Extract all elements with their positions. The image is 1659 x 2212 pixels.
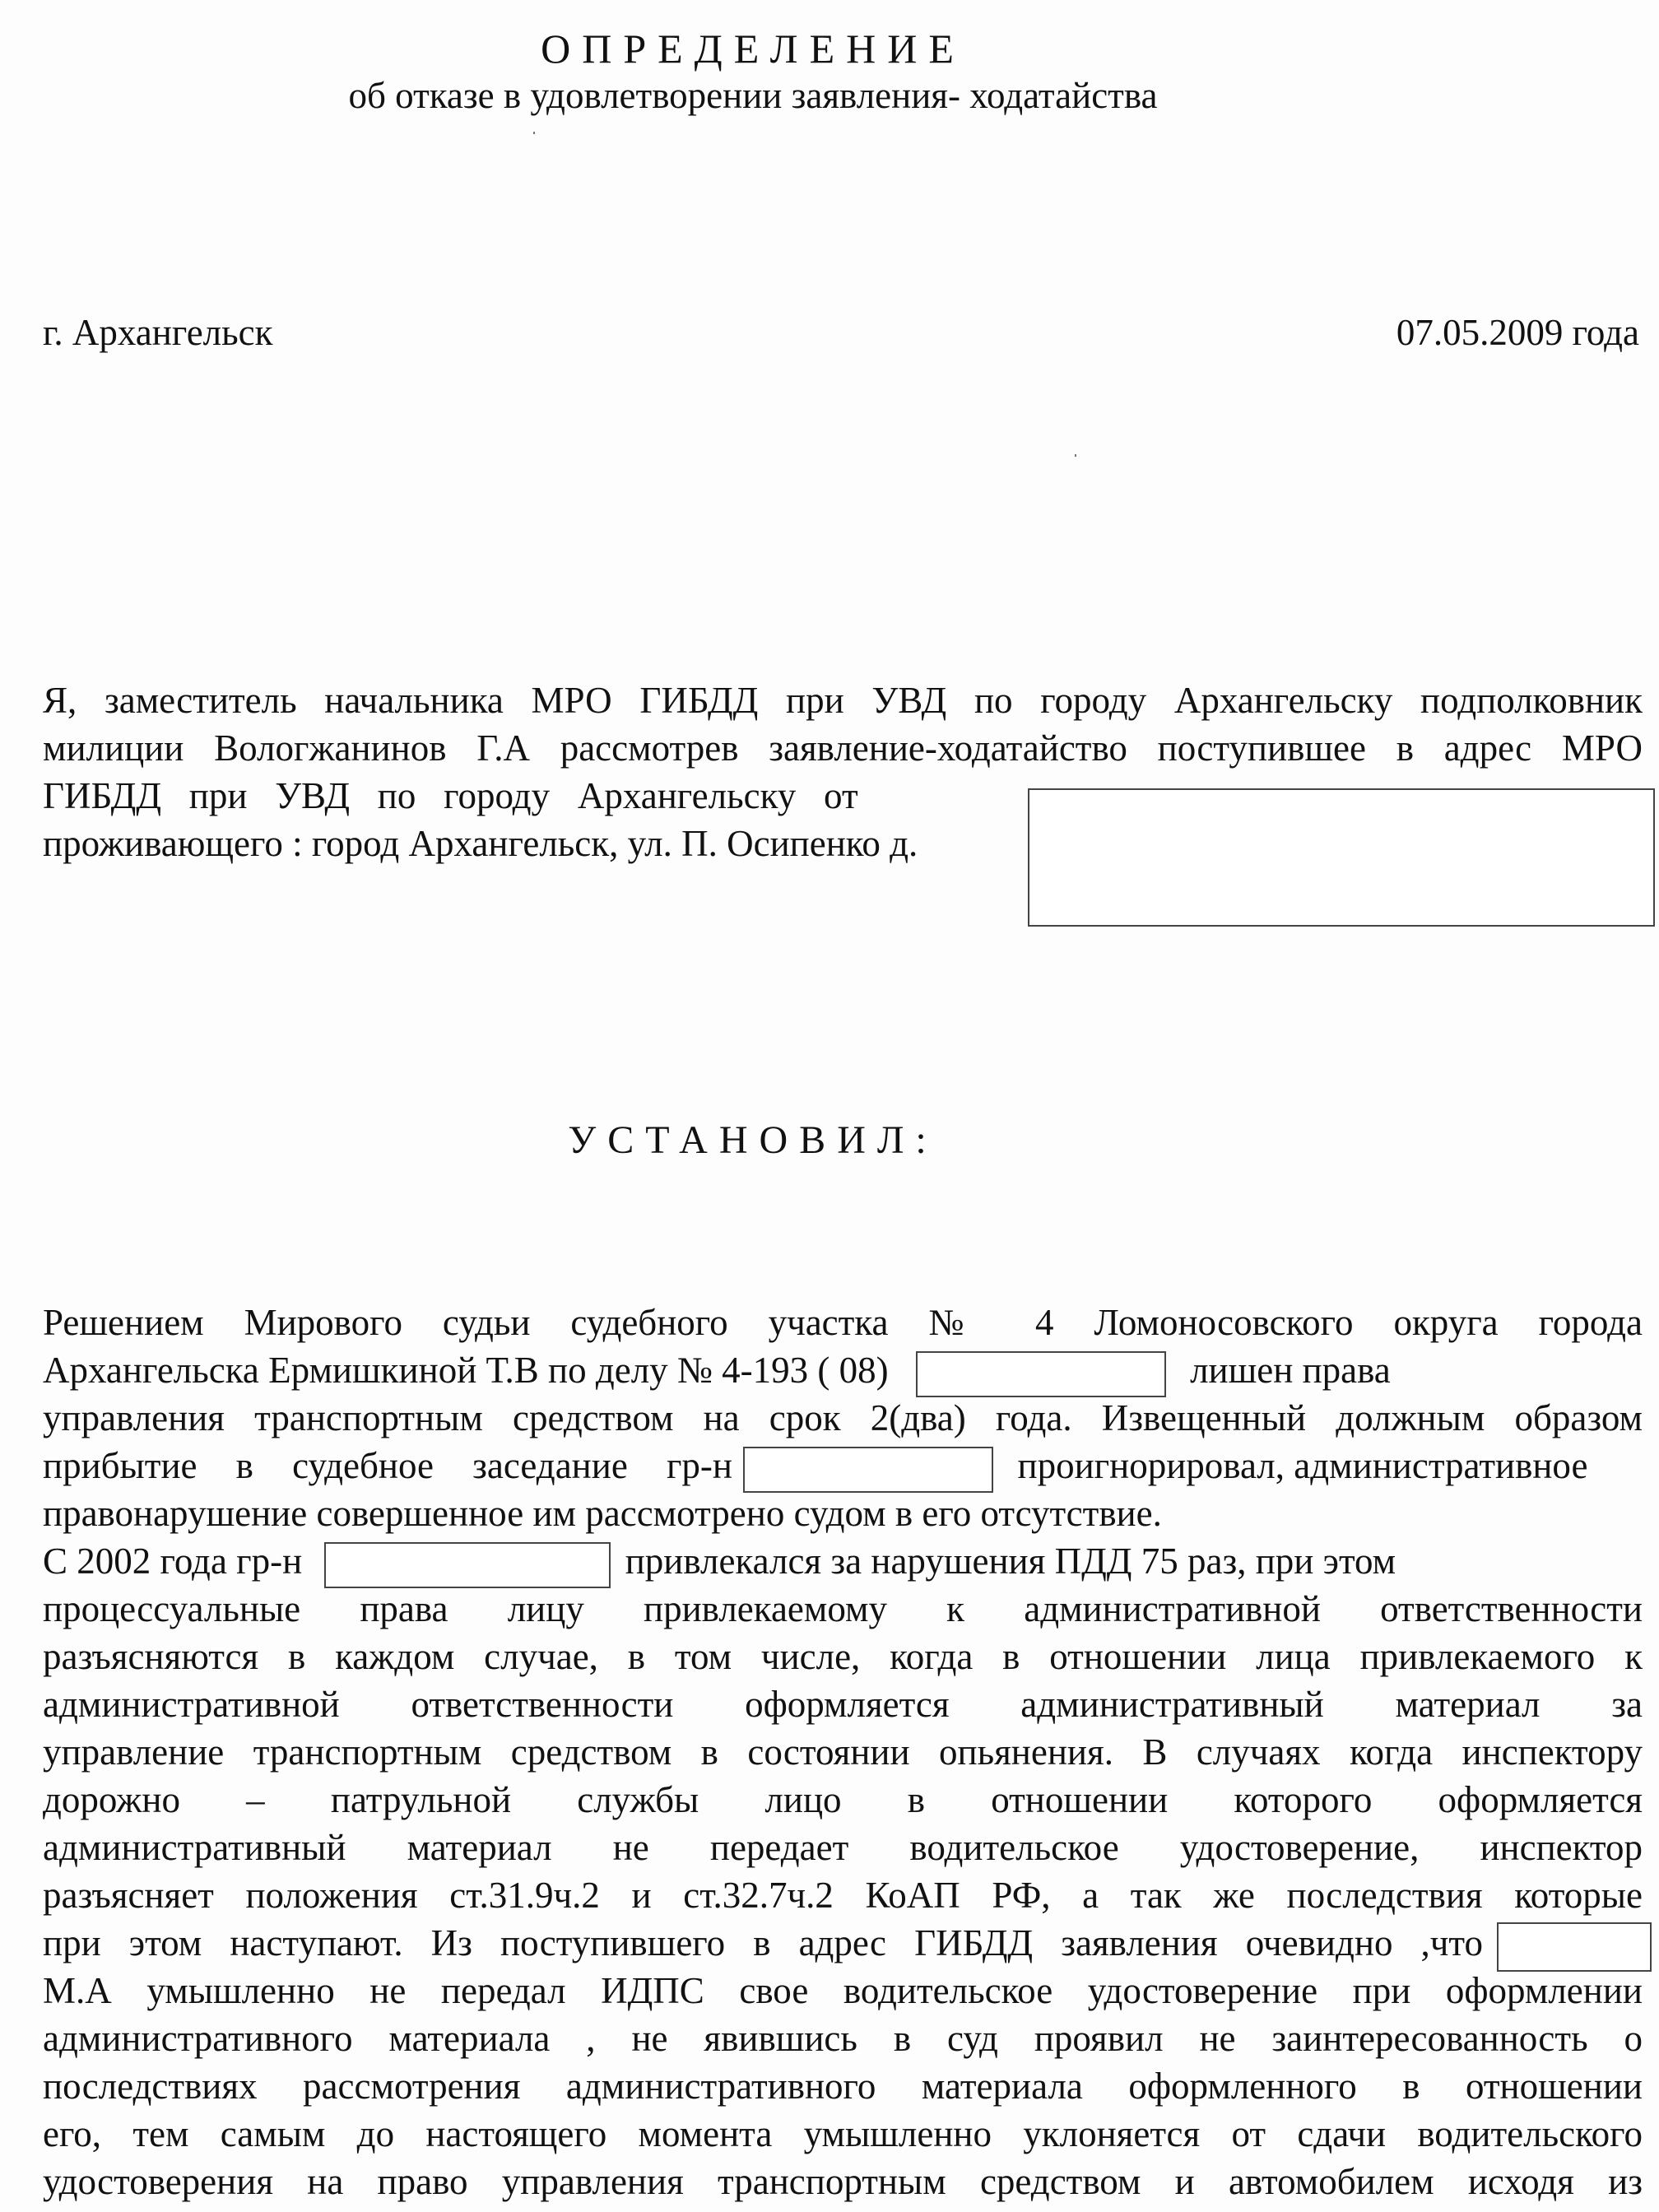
intro-line: милиции Вологжанинов Г.А рассмотрев заявление-ходатайство поступившее в адрес МРО <box>43 727 1643 769</box>
body-line <box>43 1919 1643 1967</box>
intro-line: ГИБДД при УВД по городу Архангельску от <box>43 775 858 816</box>
intro-line: Я, заместитель начальника МРО ГИБДД при УВД по городу Архангельску подполковник <box>43 680 1643 721</box>
body-text: С 2002 года гр-н <box>43 1540 303 1582</box>
body-line: административный материал не передает водительское удостоверение, инспектор <box>43 1827 1643 1868</box>
body-line <box>43 1442 1643 1489</box>
redacted-box <box>324 1542 611 1588</box>
body-line: процессуальные права лицу привлекаемому к административной ответственности <box>43 1588 1643 1629</box>
document-subtitle: об отказе в удовлетворении заявления- ходатайства <box>348 75 1158 116</box>
scan-speck <box>533 132 535 134</box>
body-line: управления транспортным средством на срок 2(два) года. Извещенный должным образом <box>43 1397 1643 1438</box>
body-line: разъясняет положения ст.31.9ч.2 и ст.32.7ч.2 КоАП РФ, а так же последствия которые <box>43 1875 1643 1916</box>
body-line: правонарушение совершенное им рассмотрено судом в его отсутствие. <box>43 1493 1162 1534</box>
document-title: ОПРЕДЕЛЕНИЕ <box>541 26 965 72</box>
redacted-box <box>1497 1922 1652 1972</box>
intro-line: проживающего : город Архангельск, ул. П. Осипенко д. <box>43 823 918 864</box>
body-line: дорожно – патрульной службы лицо в отношении которого оформляется <box>43 1779 1643 1820</box>
scan-speck <box>1075 454 1076 457</box>
document-date: 07.05.2009 года <box>1396 312 1639 353</box>
body-paragraph-1 <box>43 1299 1643 1537</box>
redacted-box-applicant <box>1028 788 1655 927</box>
redacted-box <box>916 1351 1166 1397</box>
body-line: последствиях рассмотрения административного материала оформленного в отношении <box>43 2066 1643 2107</box>
body-text: лишен права <box>1190 1350 1391 1391</box>
body-line: М.А умышленно не передал ИДПС свое водительское удостоверение при оформлении <box>43 1970 1643 2011</box>
body-line: удостоверения на право управления транспортным средством и автомобилем исходя из <box>43 2161 1643 2202</box>
body-text: привлекался за нарушения ПДД 75 раз, при этом <box>625 1540 1396 1582</box>
city: г. Архангельск <box>43 312 273 353</box>
body-line: управление транспортным средством в состоянии опьянения. В случаях когда инспектору <box>43 1731 1643 1773</box>
body-line: его, тем самым до настоящего момента умышленно уклоняется от сдачи водительского <box>43 2113 1643 2154</box>
body-line <box>43 1537 1643 1585</box>
body-text: при этом наступают. Из поступившего в адрес ГИБДД заявления очевидно ,что <box>43 1922 1483 1963</box>
body-text: Архангельска Ермишкиной Т.В по делу № 4-193 ( 08) <box>43 1350 889 1391</box>
body-text: проигнорировал, административное <box>1017 1445 1588 1486</box>
body-line: административного материала , не явившись в суд проявил не заинтересованность о <box>43 2018 1643 2059</box>
body-paragraph-2 <box>43 1537 1643 2205</box>
body-line: Решением Мирового судьи судебного участка № 4 Ломоносовского округа города <box>43 1302 1643 1343</box>
redacted-box <box>743 1447 993 1493</box>
section-heading: УСТАНОВИЛ: <box>568 1118 938 1162</box>
body-line: разъясняются в каждом случае, в том числе, когда в отношении лица привлекаемого к <box>43 1636 1643 1677</box>
body-line <box>43 1346 1643 1394</box>
body-text: прибытие в судебное заседание гр-н <box>43 1445 732 1486</box>
body-line: административной ответственности оформляется административный материал за <box>43 1684 1643 1725</box>
